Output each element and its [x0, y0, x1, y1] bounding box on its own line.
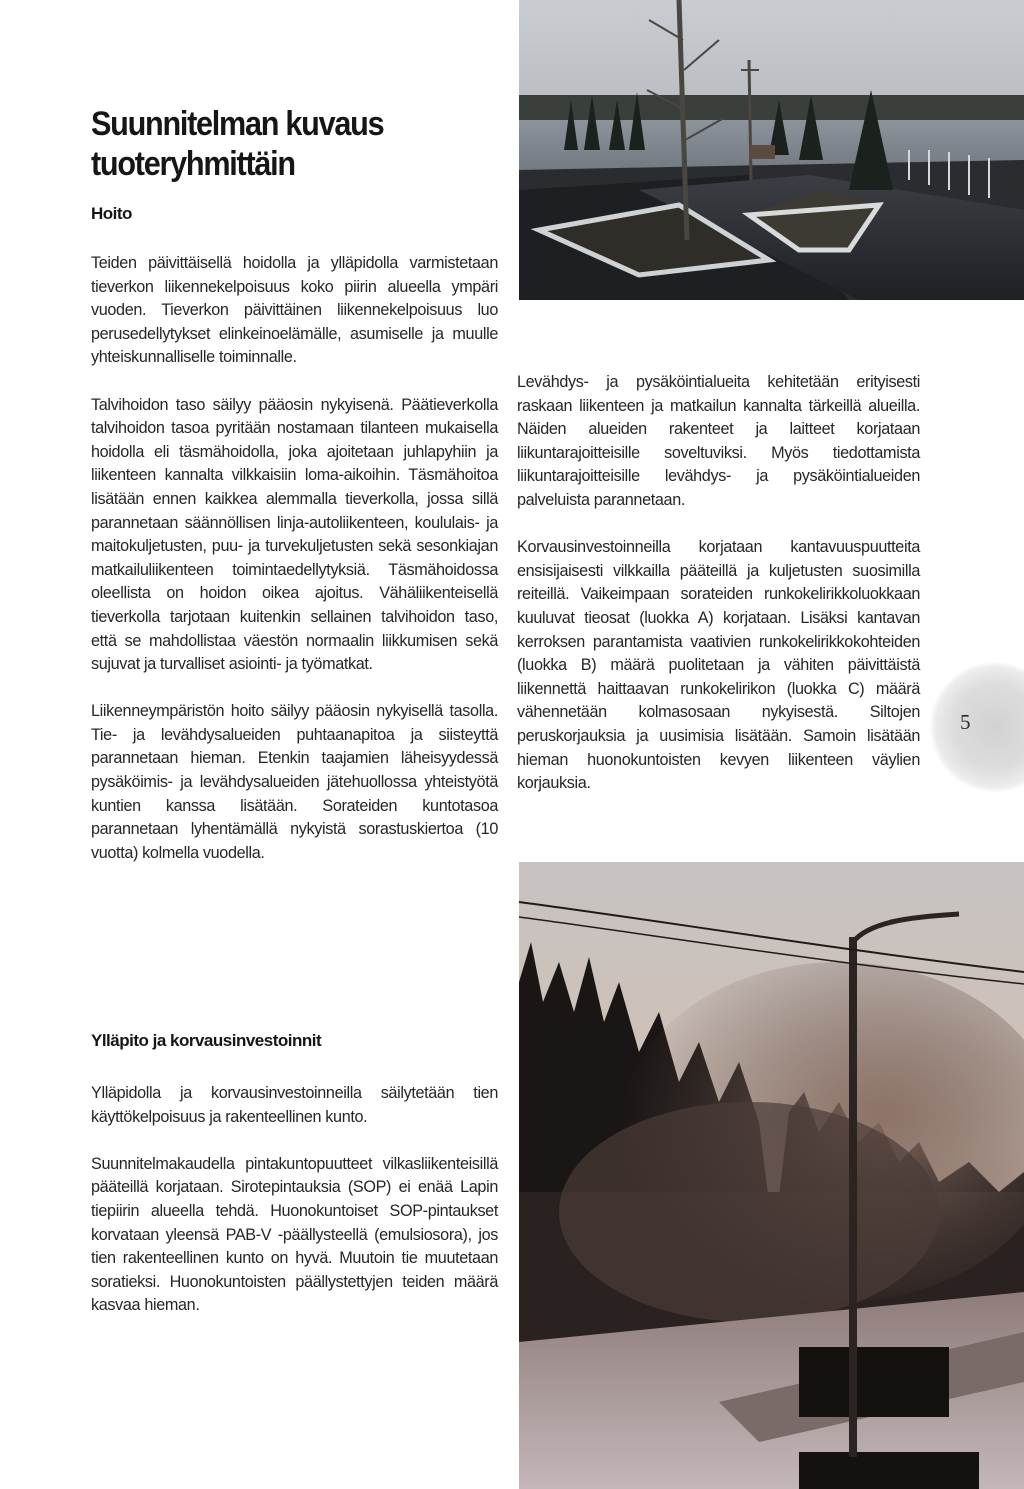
- paragraph: Korvausinvestoinneilla korjataan kantavuuspuutteita ensisijaisesti vilkkailla pääteillä ja kuljetusten suosimilla reiteillä. Vaikeimpaan sorateiden runkokelirikkoluokkaan kuuluvat tieosat (luokka A) korjataan. Lisäksi kantavan kerroksen parantamista vaativien runkokelirikkokohteiden (luokka B) määrä puolitetaan ja vähiten päivittäistä liikennettä haittaavan runkokelirikon (luokka C) määrä vähennetään kolmasosaan nykyisestä. Siltojen peruskorjauksia ja uusimisia lisätään. Samoin lisätään hieman huonokuntoisten kevyen liikenteen väylien korjauksia.: [517, 538, 920, 793]
- hoito-text-column: [91, 252, 498, 865]
- right-text-column: [517, 371, 920, 796]
- paragraph: Levähdys- ja pysäköintialueita kehitetään erityisesti raskaan liikenteen ja matkailun kannalta tärkeillä alueilla. Näiden alueiden rakenteet ja laitteet korjataan liikuntarajoitteisille soveltuviksi. Myös tiedottamista liikuntarajoitteisille levähdys- ja pysäköintialueiden palveluista parannetaan.: [517, 373, 920, 509]
- page-number-tab: [930, 662, 1024, 792]
- snowplough-photo: [519, 862, 1024, 1489]
- rest-area-photo: [519, 0, 1024, 300]
- page-title: Suunnitelman kuvaus tuoteryhmittäin: [91, 105, 384, 183]
- paragraph: Ylläpidolla ja korvausinvestoinneilla säilytetään tien käyttökelpoisuus ja rakenteellinen kunto.: [91, 1084, 498, 1126]
- yllapito-text-column: [91, 1082, 498, 1318]
- paragraph: Suunnitelmakaudella pintakuntopuutteet vilkasliikenteisillä pääteillä korjataan. Sirotepintauksia (SOP) ei enää Lapin tiepiirin alueella tehdä. Huonokuntoiset SOP-pintaukset korvataan yleensä PAB-V -päällysteellä (emulsiosora), jos tien rakenteellinen kunto on hyvä. Muutoin tie muutetaan soratieksi. Huonokuntoisten päällystettyjen teiden määrä kasvaa hieman.: [91, 1154, 498, 1315]
- section-heading-hoito: Hoito: [91, 204, 132, 223]
- paragraph: Talvihoidon taso säilyy pääosin nykyisenä. Päätieverkolla talvihoidon tasoa pyritään nostamaan tilanteen mukaisella hoidolla eli täsmähoidolla, joka ajoitetaan juhlapyhiin ja liikenteen kannalta vilkkaisiin loma-aikoihin. Täsmähoitoa lisätään ennen kaikkea alemmalla tieverkolla, jossa sillä parannetaan säännöllisen linja-autoliikenteen, koululais- ja maitokuljetusten, puu- ja turvekuljetusten sekä sesonkiajan matkailuliikenteen toimintaedellytyksiä. Täsmähoidossa oleellista on hoidon oikea ajoitus. Vähäliikenteisellä tieverkolla tarjotaan kuitenkin sellainen talvihoidon taso, että se mahdollistaa väestön normaalin liikkumisen sekä sujuvat ja turvalliset asiointi- ja työmatkat.: [91, 395, 498, 674]
- paragraph: Teiden päivittäisellä hoidolla ja ylläpidolla varmistetaan tieverkon liikennekelpoisuus koko piirin alueella ympäri vuoden. Tieverkon päivittäinen liikennekelpoisuus luo perusedellytykset elinkeinoelämälle, asumiselle ja muulle yhteiskunnalliselle toiminnalle.: [91, 254, 498, 367]
- page-number: 5: [960, 710, 971, 734]
- paragraph: Liikenneympäristön hoito säilyy pääosin nykyisellä tasolla. Tie- ja levähdysalueiden puhtaanapitoa ja siisteyttä parannetaan hieman. Etenkin taajamien läheisyydessä pysäköimis- ja levähdysalueiden jätehuollossa yhteistyötä kuntien kanssa lisätään. Sorateiden kuntotasoa parannetaan lyhentämällä nykyistä sorastuskiertoa (10 vuotta) kolmella vuodella.: [91, 702, 498, 862]
- section-heading-yllapito: Ylläpito ja korvausinvestoinnit: [91, 1031, 322, 1050]
